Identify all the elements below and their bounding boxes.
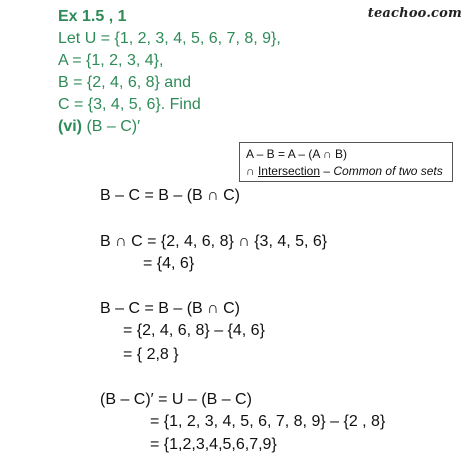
solution-step-6: = { 2,8 } — [123, 346, 179, 363]
solution-step-8: = {1, 2, 3, 4, 5, 6, 7, 8, 9} – {2 , 8} — [150, 413, 386, 430]
hint-formula: A – B = A – (A ∩ B) — [246, 147, 348, 161]
solution-step-1: B – C = B – (B ∩ C) — [100, 187, 240, 204]
question-title: Ex 1.5 , 1 — [58, 8, 127, 25]
hint-dash: – — [323, 164, 331, 178]
hint-definition — [246, 163, 446, 180]
solution-step-5: = {2, 4, 6, 8} – {4, 6} — [123, 322, 265, 339]
brand-logo: teachoo.com — [367, 6, 462, 21]
intersection-symbol: ∩ — [246, 164, 255, 178]
question-line-2: A = {1, 2, 3, 4}, — [58, 52, 164, 69]
part-label: (vi) — [58, 118, 82, 135]
solution-step-7: (B – C)′ = U – (B – C) — [100, 391, 252, 408]
intersection-term: Intersection — [257, 164, 321, 178]
solution-step-9: = {1,2,3,4,5,6,7,9} — [150, 436, 277, 453]
question-part — [58, 118, 140, 136]
solution-step-3: = {4, 6} — [143, 255, 195, 272]
solution-step-2: B ∩ C = {2, 4, 6, 8} ∩ {3, 4, 5, 6} — [100, 233, 328, 250]
question-line-1: Let U = {1, 2, 3, 4, 5, 6, 7, 8, 9}, — [58, 30, 281, 47]
solution-step-4: B – C = B – (B ∩ C) — [100, 300, 240, 317]
question-line-3: B = {2, 4, 6, 8} and — [58, 74, 191, 91]
hint-box — [239, 142, 453, 182]
part-text: (B – C)′ — [86, 118, 141, 135]
question-line-4: C = {3, 4, 5, 6}. Find — [58, 96, 201, 113]
intersection-meaning: Common of two sets — [333, 164, 443, 178]
